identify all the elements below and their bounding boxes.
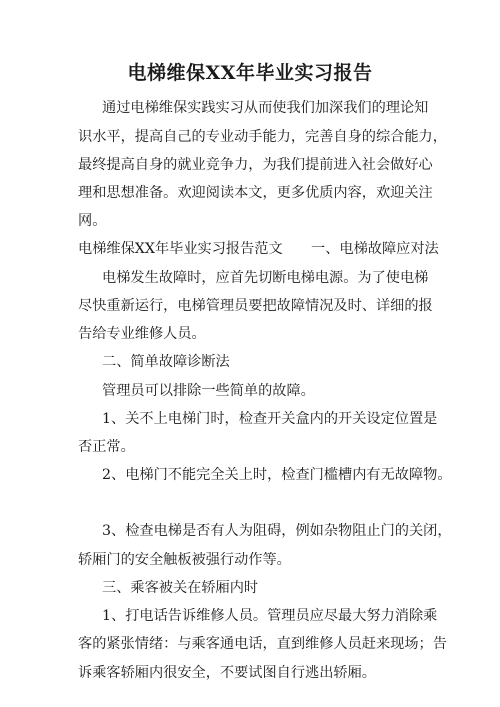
paragraph-line: 3、检查电梯是否有人为阻碍，例如杂物阻止门的关闭， <box>102 523 452 539</box>
paragraph-line: 识水平，提高自己的专业动手能力，完善自身的综合能力， <box>78 129 447 145</box>
paragraph-line: 电梯发生故障时，应首先切断电梯电源。为了使电梯 <box>102 270 429 286</box>
paragraph-line: 最终提高自身的就业竞争力，为我们提前进入社会做好心 <box>78 157 433 173</box>
paragraph-line: 轿厢门的安全触板被强行动作等。 <box>78 552 291 568</box>
paragraph-line: 通过电梯维保实践实习从而使我们加深我们的理论知 <box>102 100 429 116</box>
section-heading: 二、简单故障诊断法 <box>102 354 230 370</box>
paragraph-line: 2、电梯门不能完全关上时，检查门槛槽内有无故障物。 <box>102 467 452 483</box>
paragraph-line: 告给专业维修人员。 <box>78 326 206 342</box>
paragraph-line: 网。 <box>78 213 107 229</box>
paragraph-line: 客的紧张情绪：与乘客通电话，直到维修人员赶来现场；告 <box>78 636 447 652</box>
paragraph-line: 理和思想准备。欢迎阅读本文，更多优质内容，欢迎关注 <box>78 185 433 201</box>
paragraph-line: 电梯维保XX年毕业实习报告范文 一、电梯故障应对法 <box>78 241 439 257</box>
paragraph-line: 1、打电话告诉维修人员。管理员应尽最大努力消除乘 <box>102 608 438 624</box>
document-title: 电梯维保XX年毕业实习报告 <box>127 62 373 84</box>
paragraph-line: 1、关不上电梯门时，检查开关盒内的开关设定位置是 <box>102 411 438 427</box>
section-heading: 三、乘客被关在轿厢内时 <box>102 580 259 596</box>
paragraph-line: 尽快重新运行，电梯管理员要把故障情况及时、详细的报 <box>78 298 433 314</box>
paragraph-line: 诉乘客轿厢内很安全，不要试图自行逃出轿厢。 <box>78 665 376 681</box>
paragraph-line: 管理员可以排除一些简单的故障。 <box>102 383 315 399</box>
paragraph-line: 否正常。 <box>78 439 135 455</box>
